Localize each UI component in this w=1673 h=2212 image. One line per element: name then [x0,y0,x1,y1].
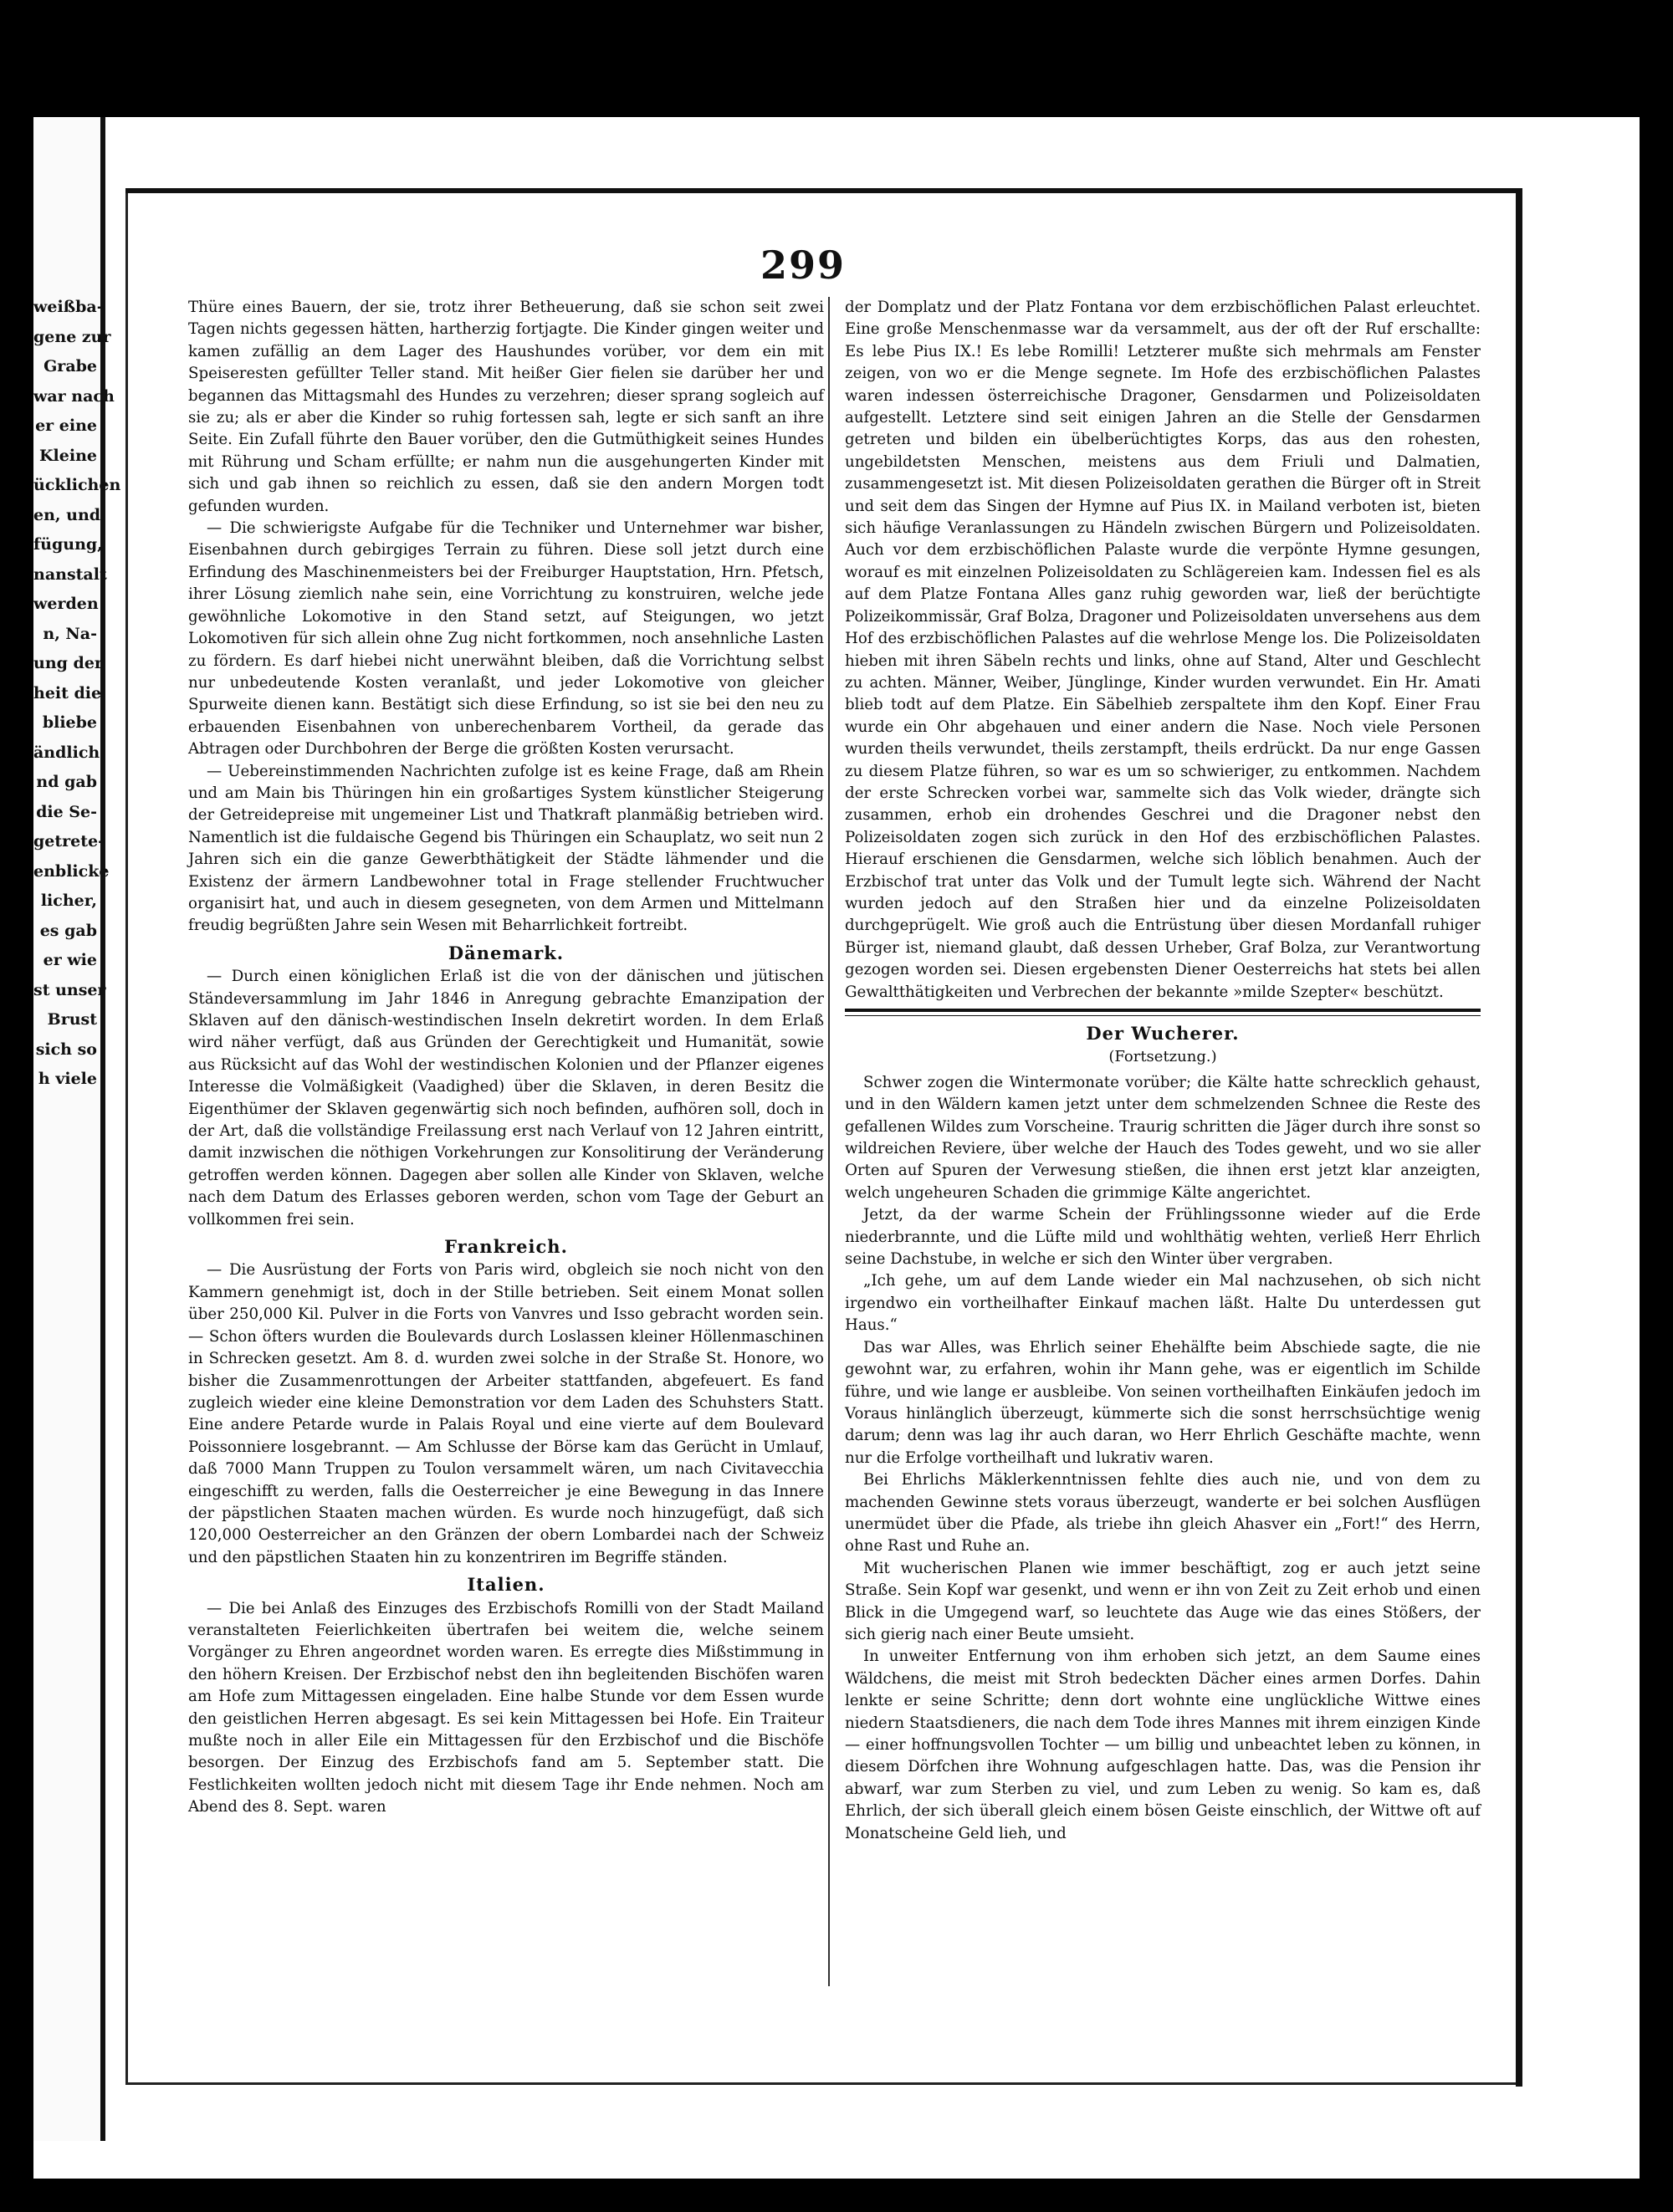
section-heading-italien: Italien. [467,1574,545,1596]
margin-fragment: er eine [35,416,97,435]
margin-fragment: sich so [35,1040,97,1059]
page-frame-right [1516,188,1522,2087]
margin-fragment: heit die [33,683,102,702]
scan-border-left [0,0,33,2212]
margin-fragment: weißba- [33,298,104,316]
page-frame-top [125,188,1518,193]
section-subtitle: (Fortsetzung.) [1108,1048,1217,1066]
article-paragraph: — Die schwierigste Aufgabe für die Techniker und Unternehmer war bisher, Eisenbahnen durch gebirgiges Terrain zu führen. Diese soll jetzt durch eine Erfindung des Maschinenmeisters bei der Freiburger Hauptstation, Hrn. Pfetsch, ihrer Lösung ziemlich nahe sein, eine Vorrichtung zu konstruiren, welche jede gewöhnliche Lokomotive in den Stand setzt, auf Steigungen, wo jetzt Lokomotiven für sich allein ohne Zug nicht fortkommen, noch ansehnliche Lasten zu fördern. Es darf hiebei nicht unerwähnt bleiben, daß die Vorrichtung selbst nur unbedeutende Kosten veranlaßt, und jeder Lokomotive von gleicher Spurweite dienen kann. Bestätigt sich diese Erfindung, so ist sie bei den neu zu erbauenden Eisenbahnen von unberechenbarem Vortheil, da gerade das Abtragen oder Durchbohren der Berge die größten Kosten verursacht. [188,519,824,759]
margin-fragment: gene zur [33,327,111,346]
margin-fragment: n, Na- [43,624,97,643]
margin-fragment: ändlich [33,743,100,762]
left-column [188,297,824,1819]
article-paragraph: Thüre eines Bauern, der sie, trotz ihrer Betheuerung, daß sie schon seit zwei Tagen nichts gegessen hätten, hartherzig fortjagte. Die Kinder gingen weiter und kamen zufällig an dem Lager des Haushundes vorüber, vor dem ein mit Speiseresten gefüllter Teller stand. Mit heißer Gier fielen sie darüber her und begannen das Mittagsmahl des Hundes zu verzehren; dieser sprang sogleich auf sie zu; als er aber die Kinder so ruhig fortessen sah, legte er sich sanft an ihre Seite. Ein Zufall führte den Bauer vorüber, den die Gutmüthigkeit seines Hundes mit Rührung und Scham erfüllte; er nahm nun die ausgehungerten Kinder mit sich und gab ihnen so reichlich zu essen, daß sie den andern Morgen todt gefunden wurden. [188,299,824,515]
adjacent-page-strip [33,117,121,2141]
margin-fragment: es gab [39,921,97,940]
margin-fragment: Brust [47,1010,97,1029]
scan-border-right [1640,0,1673,2212]
section-heading-daenemark: Dänemark. [448,942,565,963]
article-paragraph: — Durch einen königlichen Erlaß ist die von der dänischen und jütischen Ständeversammlung im Jahr 1846 in Anregung gebrachte Emanzipation der Sklaven auf den dänisch-westindischen Inseln dekretirt worden. In dem Erlaß wird näher verfügt, daß aus Gründen der Gerechtigkeit und Humanität, sowie aus Rücksicht auf das Wohl der westindischen Kolonien und der Pflanzer eigenes Interesse die Volmäßigkeit (Vaadighed) über die Sklaven, in deren Besitz die Eigenthümer der Sklaven gegenwärtig sich noch befinden, aufhören soll, doch in der Art, daß die vollständige Freilassung erst nach Verlauf von 12 Jahren eintritt, damit inzwischen die nöthigen Vorkehrungen zur Konsolitirung der Veränderung getroffen werden können. Dagegen aber sollen alle Kinder von Sklaven, welche nach dem Datum des Erlasses geboren werden, schon vom Tage der Geburt an vollkommen frei sein. [188,968,824,1229]
story-paragraph: In unweiter Entfernung von ihm erhoben sich jetzt, an dem Saume eines Wäldchens, die meist mit Stroh bedeckten Dächer eines armen Dorfes. Dahin lenkte er seine Schritte; denn dort wohnte eine unglückliche Wittwe eines niedern Staatsdieners, die nach dem Tode ihres Mannes mit ihrem einzigen Kinde — einer hoffnungsvollen Tochter — um billig und unbeachtet leben zu können, in diesem Dörfchen ihre Wohnung aufgeschlagen hatte. Das, was die Pension ihr abwarf, war zum Sterben zu viel, und zum Leben zu wenig. So kam es, daß Ehrlich, der sich überall gleich einem bösen Geiste einschlich, der Wittwe oft auf Monatscheine Geld lieh, und [845,1648,1481,1842]
article-paragraph: — Uebereinstimmenden Nachrichten zufolge ist es keine Frage, daß am Rhein und am Main bis Thüringen hin ein großartiges System künstlicher Steigerung der Getreidepreise mit ungemeiner List und Thatkraft planmäßig betrieben wird. Namentlich ist die fuldaische Gegend bis Thüringen ein Schauplatz, wo seit nun 2 Jahren sich ein die ganze Gewerbthätigkeit der Städte lähmender und die Existenz der ärmern Landbewohner total in Frage stellender Fruchtwucher organisirt hat, und auch in diesem gesegneten, von dem Armen und Mittelmann freudig begrüßten Jahre sein Wesen mit Beharrlichkeit fortreibt. [188,762,824,935]
margin-fragment: fügung, [33,535,103,554]
margin-fragment: ücklichen [33,476,121,494]
scan-border-top [0,0,1673,117]
article-paragraph: der Domplatz und der Platz Fontana vor dem erzbischöflichen Palast erleuchtet. Eine große Menschenmasse war da versammelt, aus der oft der Ruf erschallte: Es lebe Pius IX.! Es lebe Romilli! Letzterer mußte sich mehrmals am Fenster zeigen, von wo er die Menge segnete. Im Hofe des erzbischöflichen Palastes waren indessen österreichische Dragoner, Gensdarmen und Polizeisoldaten aufgestellt. Letztere sind seit einigen Jahren an die Stelle der Gensdarmen getreten und bilden ein übelberüchtigtes Korps, das aus den rohesten, ungebildetsten Menschen, meistens aus dem Friuli und Dalmatien, zusammengesetzt ist. Mit diesen Polizeisoldaten gerathen die Bürger oft in Streit und seit dem das Singen der Hymne auf Pius IX. in Mailand verboten ist, bieten sich häufige Veranlassungen zu Händeln zwischen Bürgern und Polizeisoldaten. Auch vor dem erzbischöflichen Palaste wurde die verpönte Hymne gesungen, worauf es mit einzelnen Polizeisoldaten zu Schlägereien kam. Indessen fiel es als auf dem Platze Fontana Alles ganz ruhig geworden war, ließ der berüchtigte Polizeikommissär, Graf Bolza, Dragoner und Polizeisoldaten unversehens aus dem Hof des erzbischöflichen Palastes auf die wehrlose Menge los. Die Polizeisoldaten hieben mit ihren Säbeln rechts und links, ohne auf Stand, Alter und Geschlecht zu achten. Männer, Weiber, Jünglinge, Kinder wurden verwundet. Ein Hr. Amati blieb todt auf dem Platze. Ein Säbelhieb zerspaltete ihm den Kopf. Einer Frau wurde ein Ohr abgehauen und einer andern die Nase. Noch viele Personen wurden theils verwundet, theils zerstampft, theils erdrückt. Da nur enge Gassen zu diesem Platze führen, so war es um so schwieriger, zu entkommen. Nachdem der erste Schrecken vorbei war, sammelte sich das Volk wieder, drängte sich zusammen, erhob ein drohendes Geschrei und die Dragoner nebst den Polizeisoldaten zogen sich zurück in den Hof des erzbischöflichen Palastes. Hierauf erschienen die Gensdarmen, welche sich löblich benahmen. Auch der Erzbischof trat unter das Volk und der Tumult legte sich. Während der Nacht wurden jedoch auf den Straßen hier und da einzelne Polizeisoldaten durchgeprügelt. Wie groß auch die Entrüstung über diesen Mordanfall ruhiger Bürger ist, niemand glaubt, daß dessen Urheber, Graf Bolza, zur Verantwortung gezogen worden sei. Diesen ergebensten Diener Oesterreichs hat stets bei allen Gewaltthätigkeiten und Verbrechen der bekannte »milde Szepter« beschützt. [845,299,1481,1001]
section-rule [845,1009,1481,1012]
page-number: 299 [760,243,847,288]
margin-fragment: getrete- [33,832,105,851]
margin-fragment: bliebe [42,713,97,732]
section-heading-wucherer: Der Wucherer. [1086,1023,1240,1044]
right-column [845,297,1481,1845]
margin-fragment: enblicke [33,861,110,881]
margin-fragment: nanstalt [33,564,107,584]
margin-fragment: nd gab [36,773,97,791]
margin-fragment: ung der [33,654,103,672]
section-heading-frankreich: Frankreich. [444,1236,568,1258]
article-paragraph: — Die bei Anlaß des Einzuges des Erzbischofs Romilli von der Stadt Mailand veranstalteten Feierlichkeiten übertrafen bei weitem die, welche seinem Vorgänger zu Ehren angeordnet worden waren. Es erregte dies Mißstimmung in den höhern Kreisen. Der Erzbischof nebst den ihn begleitenden Bischöfen waren am Hofe zum Mittagessen eingeladen. Eine halbe Stunde vor dem Essen wurde den geistlichen Herren abgesagt. Es sei kein Mittagessen bei Hofe. Ein Traiteur mußte noch in aller Eile ein Mittagessen für den Erzbischof und die Bischöfe besorgen. Der Einzug des Erzbischofs fand am 5. September statt. Die Festlichkeiten wollten jedoch nicht mit diesem Tage ihr Ende nehmen. Noch am Abend des 8. Sept. waren [188,1599,824,1816]
margin-fragment: werden [33,595,99,613]
margin-fragment: war nach [33,386,115,406]
story-paragraph: Mit wucherischen Planen wie immer beschäftigt, zog er auch jetzt seine Straße. Sein Kopf war gesenkt, und wenn er ihn von Zeit zu Zeit erhob und einen Blick in die Umgegend warf, so leuchtete das Auge wie das eines Stößers, der sich gierig nach einer Beute umsieht. [845,1559,1481,1643]
margin-fragment: Kleine [39,446,97,465]
margin-fragment: licher, [40,891,97,910]
story-paragraph: Schwer zogen die Wintermonate vorüber; die Kälte hatte schrecklich gehaust, und in den Wäldern kamen jetzt unter dem schmelzenden Schnee die Reste des gefallenen Wildes zum Vorscheine. Traurig schritten die Jäger durch ihre sonst so wildreichen Reviere, über welche der Hauch des Todes geweht, und wo sie aller Orten auf Spuren der Verwesung stießen, die ihnen erst jetzt klar anzeigten, welch ungeheuren Schaden die grimmige Kälte angerichtet. [845,1073,1481,1202]
margin-fragment: st unser [33,980,106,999]
story-paragraph: Bei Ehrlichs Mäklerkenntnissen fehlte dies auch nie, und von dem zu machenden Gewinne stets voraus überzeugt, wanderte er bei solchen Ausflügen unermüdet über die Pfade, als triebe ihn gleich Ahasver ein „Fort!“ des Herrn, ohne Rast und Ruhe an. [845,1471,1481,1556]
margin-fragment: en, und [33,505,101,524]
margin-fragment: die Se- [36,802,97,821]
column-divider [828,297,830,1986]
story-paragraph: Das war Alles, was Ehrlich seiner Ehehälfte beim Abschiede sagte, die nie gewohnt war, zu erfahren, wohin ihr Mann gehe, was er eigentlich im Schilde führe, und wie lange er ausbleibe. Von seinen vortheilhaften Einkäufen jedoch im Voraus hinlänglich überzeugt, kümmerte sich die sonst herrschsüchtige wenig darum; denn was lag ihr auch daran, wo Herr Ehrlich Geschäfte machte, wenn nur die Erfolge vortheilhaft und lukrativ waren. [845,1338,1481,1467]
section-rule-thin [845,1015,1481,1016]
scan-border-bottom [0,2179,1673,2212]
margin-fragment: er wie [43,951,97,969]
story-paragraph: „Ich gehe, um auf dem Lande wieder ein Mal nachzusehen, ob sich nicht irgendwo ein vortheilhafter Einkauf machen läßt. Halte Du unterdessen gut Haus.“ [845,1272,1481,1335]
article-paragraph: — Die Ausrüstung der Forts von Paris wird, obgleich sie noch nicht von den Kammern genehmigt ist, doch in der Stille betrieben. Seit einem Monat sollen über 250,000 Kil. Pulver in die Forts von Vanvres und Isso gebracht worden sein. — Schon öfters wurden die Boulevards durch Loslassen kleiner Höllenmaschinen in Schrecken gesetzt. Am 8. d. wurden zwei solche in der Straße St. Honore, wo bisher die Zusammenrottungen der Arbeiter stattfanden, abgefeuert. Es fand zugleich wieder eine kleine Demonstration vor dem Laden des Schuhsters Statt. Eine andere Petarde wurde in Palais Royal und eine vierte auf dem Boulevard Poissonniere losgebrannt. — Am Schlusse der Börse kam das Gerücht in Umlauf, daß 7000 Mann Truppen zu Toulon versammelt wären, um nach Civitavecchia eingeschifft zu werden, falls die Oesterreicher je eine Bewegung in das Innere der päpstlichen Staaten machen würden. Es wurde noch hinzugefügt, daß sich 120,000 Oesterreicher an den Gränzen der obern Lombardei nach der Schweiz und den päpstlichen Staaten hin zu konzentriren im Begriffe ständen. [188,1261,824,1566]
margin-fragment: Grabe [43,357,97,375]
story-paragraph: Jetzt, da der warme Schein der Frühlingssonne wieder auf die Erde niederbrannte, und die Lüfte mild und wohlthätig wehten, verließ Herr Ehrlich seine Dachstube, in welche er sich den Winter über vergraben. [845,1206,1481,1269]
margin-fragment: h viele [38,1070,97,1088]
